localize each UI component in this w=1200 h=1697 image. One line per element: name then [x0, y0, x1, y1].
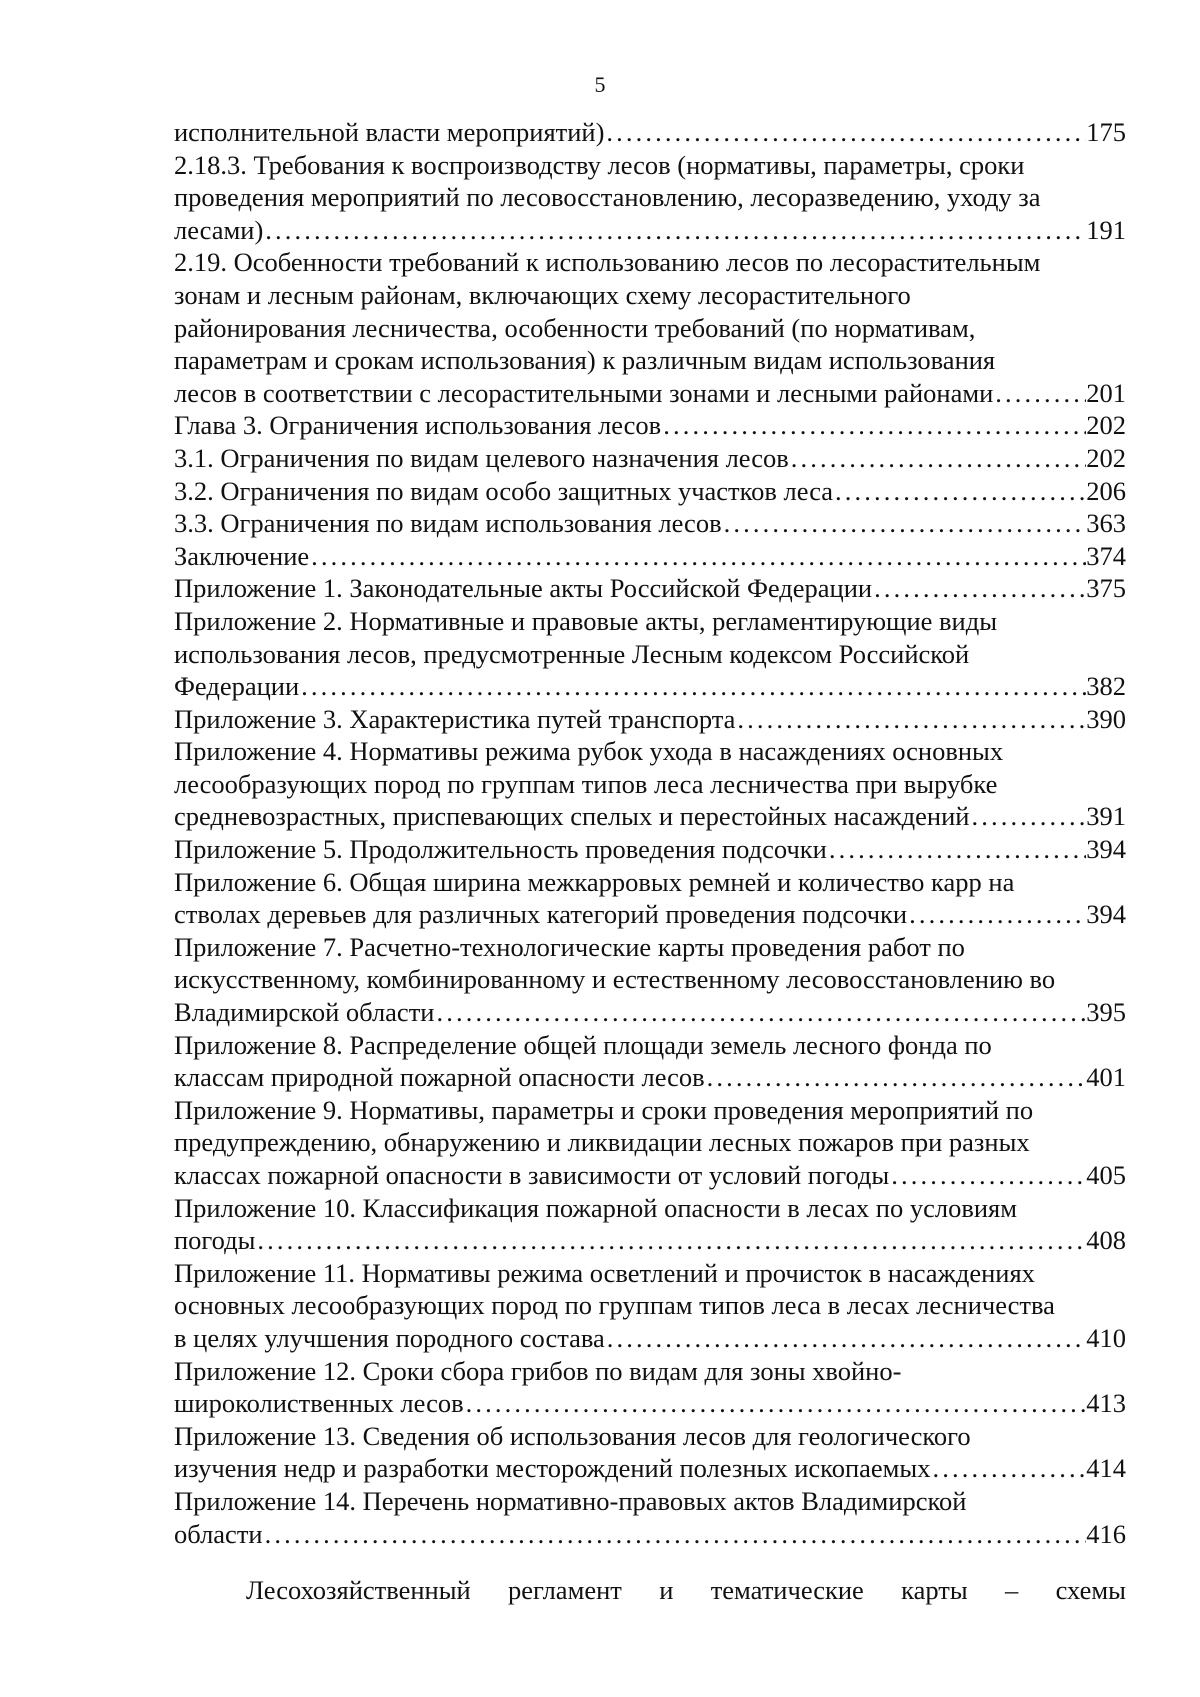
closing-word: тематические: [710, 1575, 864, 1605]
toc-entry-line: Приложение 2. Нормативные и правовые акты, регламентирующие виды: [174, 605, 998, 636]
dot-leader: [661, 409, 1086, 442]
closing-word: Лесохозяйственный: [246, 1575, 471, 1605]
toc-entry-last-line: [174, 703, 1126, 736]
closing-word: схемы: [1055, 1575, 1126, 1605]
dot-leader: [833, 475, 1086, 508]
dot-leader: [907, 898, 1086, 931]
toc-entry-title: средневозрастных, приспевающих спелых и перестойных насаждений: [174, 801, 970, 832]
toc-entry-line: Приложение 7. Расчетно-технологические карты проведения работ по: [174, 931, 965, 962]
dot-leader: [705, 1061, 1087, 1094]
toc-entry-page-number: 202: [1086, 442, 1126, 473]
toc-entry-last-line: [174, 1159, 1126, 1192]
toc-entry: [174, 246, 1126, 409]
toc-entry-last-line: [174, 800, 1126, 833]
toc-entry-title: Глава 3. Ограничения использования лесов: [174, 410, 662, 441]
toc-entry-line: предупреждению, обнаружению и ликвидации лесных пожаров при разных: [174, 1127, 1030, 1158]
toc-entry-page-number: 390: [1086, 703, 1126, 734]
dot-leader: [872, 572, 1086, 605]
toc-entry-line: лесообразующих пород по группам типов леса лесничества при вырубке: [174, 768, 998, 799]
toc-entry: [174, 149, 1126, 247]
toc-entry-last-line: [174, 1452, 1126, 1485]
toc-entry-line: искусственному, комбинированному и естественному лесовосстановлению во: [174, 964, 1056, 995]
dot-leader: [722, 507, 1087, 540]
toc-entry-page-number: 374: [1086, 540, 1126, 571]
toc-entry-line: Приложение 13. Сведения об использования лесов для геологического: [174, 1420, 971, 1451]
closing-word: и: [659, 1575, 674, 1605]
toc-entry: [174, 833, 1126, 866]
toc-entry-last-line: [174, 1518, 1126, 1551]
toc-entry-page-number: 201: [1086, 377, 1126, 408]
toc-entry-page-number: 391: [1086, 801, 1126, 832]
dot-leader: [993, 377, 1086, 410]
dot-leader: [789, 442, 1087, 475]
closing-word: карты: [901, 1575, 968, 1605]
toc-entry-last-line: [174, 409, 1126, 442]
toc-entry: [174, 1355, 1126, 1420]
dot-leader: [255, 1224, 1086, 1257]
toc-entry-page-number: 202: [1086, 410, 1126, 441]
toc-entry-last-line: [174, 214, 1126, 247]
toc-entry: [174, 1192, 1126, 1257]
toc-entry-line: Приложение 8. Распределение общей площади земель лесного фонда по: [174, 1029, 992, 1060]
toc-entry: [174, 1420, 1126, 1485]
toc-entry: [174, 116, 1126, 149]
dot-leader: [889, 1159, 1086, 1192]
toc-entry-title: изучения недр и разработки месторождений полезных ископаемых: [174, 1453, 931, 1484]
toc-entry-page-number: 394: [1086, 899, 1126, 930]
toc-entry-page-number: 175: [1086, 117, 1126, 147]
toc-entry-last-line: [174, 670, 1126, 703]
toc-entry-line: Приложение 9. Нормативы, параметры и сроки проведения мероприятий по: [174, 1094, 1034, 1125]
table-of-contents: [174, 116, 1126, 1550]
toc-entry-line: Приложение 12. Сроки сбора грибов по видам для зоны хвойно-: [174, 1355, 902, 1386]
toc-entry-page-number: 405: [1086, 1160, 1126, 1190]
toc-entry-title: Владимирской области: [174, 997, 435, 1028]
dot-leader: [930, 1452, 1086, 1485]
toc-entry: [174, 409, 1126, 442]
toc-entry-last-line: [174, 1387, 1126, 1420]
toc-entry: [174, 1485, 1126, 1550]
toc-entry-last-line: [174, 540, 1126, 573]
toc-entry-title: классам природной пожарной опасности лесов: [174, 1062, 705, 1093]
toc-entry: [174, 507, 1126, 540]
toc-entry-title: в целях улучшения породного состава: [174, 1322, 605, 1353]
toc-entry-title: Федерации: [174, 671, 300, 702]
toc-entry-page-number: 375: [1086, 573, 1126, 604]
toc-entry-last-line: [174, 507, 1126, 540]
toc-entry-last-line: [174, 475, 1126, 508]
toc-entry: [174, 572, 1126, 605]
toc-entry-page-number: 394: [1086, 834, 1126, 865]
toc-entry-title: стволах деревьев для различных категорий проведения подсочки: [174, 899, 908, 930]
toc-entry-title: широколиственных лесов: [174, 1388, 464, 1419]
toc-entry: [174, 605, 1126, 703]
dot-leader: [604, 116, 1086, 149]
closing-word: регламент: [508, 1575, 622, 1605]
toc-entry-line: Приложение 4. Нормативы режима рубок ухода в насаждениях основных: [174, 736, 1004, 767]
toc-entry-title: 3.1. Ограничения по видам целевого назначения лесов: [174, 442, 789, 473]
page-number: 5: [594, 72, 606, 97]
toc-entry: [174, 442, 1126, 475]
closing-paragraph-start: [174, 1574, 1126, 1607]
dot-leader: [969, 800, 1086, 833]
toc-entry-line: проведения мероприятий по лесовосстановлению, лесоразведению, уходу за: [174, 182, 1041, 213]
toc-entry-page-number: 206: [1086, 475, 1126, 506]
toc-entry-last-line: [174, 1061, 1126, 1094]
toc-entry-title: области: [174, 1518, 263, 1549]
toc-entry: [174, 931, 1126, 1029]
toc-entry: [174, 1029, 1126, 1094]
toc-entry-page-number: 191: [1086, 214, 1126, 245]
toc-entry-title: исполнительной власти мероприятий): [174, 117, 605, 147]
dot-leader: [263, 1518, 1087, 1551]
toc-entry-title: 3.3. Ограничения по видам использования лесов: [174, 508, 722, 539]
dot-leader: [827, 833, 1086, 866]
toc-entry-line: Приложение 6. Общая ширина межкарровых ремней и количество карр на: [174, 866, 1015, 897]
toc-entry-page-number: 401: [1086, 1062, 1126, 1093]
dot-leader: [299, 670, 1086, 703]
toc-entry-page-number: 416: [1086, 1518, 1126, 1549]
toc-entry-last-line: [174, 833, 1126, 866]
toc-entry-last-line: [174, 1224, 1126, 1257]
toc-entry-page-number: 408: [1086, 1225, 1126, 1256]
toc-entry-line: использования лесов, предусмотренные Лесным кодексом Российской: [174, 638, 970, 669]
dot-leader: [309, 540, 1086, 573]
toc-entry-line: основных лесообразующих пород по группам типов леса в лесах лесничества: [174, 1290, 1055, 1321]
toc-entry-line: параметрам и срокам использования) к различным видам использования: [174, 345, 996, 376]
toc-entry-last-line: [174, 898, 1126, 931]
toc-entry-page-number: 414: [1086, 1453, 1126, 1484]
dot-leader: [464, 1387, 1087, 1420]
toc-entry-title: Приложение 1. Законодательные акты Российской Федерации: [174, 573, 873, 604]
toc-entry: [174, 540, 1126, 573]
dot-leader: [735, 703, 1086, 736]
toc-entry-last-line: [174, 377, 1126, 410]
toc-entry-title: лесов в соответствии с лесорастительными зонами и лесными районами: [174, 377, 994, 408]
toc-entry-line: районирования лесничества, особенности требований (по нормативам,: [174, 312, 976, 343]
toc-entry: [174, 1257, 1126, 1355]
toc-entry-title: погоды: [174, 1225, 256, 1256]
dot-leader: [605, 1322, 1086, 1355]
toc-entry-title: лесами): [174, 214, 264, 245]
toc-entry: [174, 866, 1126, 931]
toc-entry-line: зонам и лесным районам, включающих схему лесорастительного: [174, 279, 911, 310]
toc-entry-page-number: 363: [1086, 508, 1126, 539]
toc-entry-line: Приложение 10. Классификация пожарной опасности в лесах по условиям: [174, 1192, 1017, 1223]
toc-entry-last-line: [174, 442, 1126, 475]
toc-entry-page-number: 413: [1086, 1388, 1126, 1419]
toc-entry: [174, 1094, 1126, 1192]
dot-leader: [263, 214, 1086, 247]
toc-entry-title: 3.2. Ограничения по видам особо защитных участков леса: [174, 475, 834, 506]
toc-entry-page-number: 382: [1086, 671, 1126, 702]
toc-entry-last-line: [174, 572, 1126, 605]
closing-word: –: [1005, 1575, 1019, 1605]
toc-entry-title: Приложение 5. Продолжительность проведения подсочки: [174, 834, 827, 865]
toc-entry-page-number: 395: [1086, 997, 1126, 1028]
toc-entry: [174, 475, 1126, 508]
toc-entry-last-line: [174, 1322, 1126, 1355]
toc-entry: [174, 703, 1126, 736]
toc-entry-line: 2.19. Особенности требований к использованию лесов по лесорастительным: [174, 247, 1041, 278]
dot-leader: [434, 996, 1086, 1029]
toc-entry-line: Приложение 11. Нормативы режима осветлений и прочисток в насаждениях: [174, 1257, 1035, 1288]
toc-entry-title: Приложение 3. Характеристика путей транспорта: [174, 703, 736, 734]
toc-entry: [174, 735, 1126, 833]
toc-entry-last-line: [174, 116, 1126, 149]
toc-entry-page-number: 410: [1086, 1322, 1126, 1353]
toc-entry-line: Приложение 14. Перечень нормативно-правовых актов Владимирской: [174, 1485, 967, 1516]
toc-entry-line: 2.18.3. Требования к воспроизводству лесов (нормативы, параметры, сроки: [174, 149, 1025, 180]
toc-entry-last-line: [174, 996, 1126, 1029]
toc-entry-title: Заключение: [174, 540, 310, 571]
toc-entry-title: классах пожарной опасности в зависимости от условий погоды: [174, 1160, 890, 1190]
